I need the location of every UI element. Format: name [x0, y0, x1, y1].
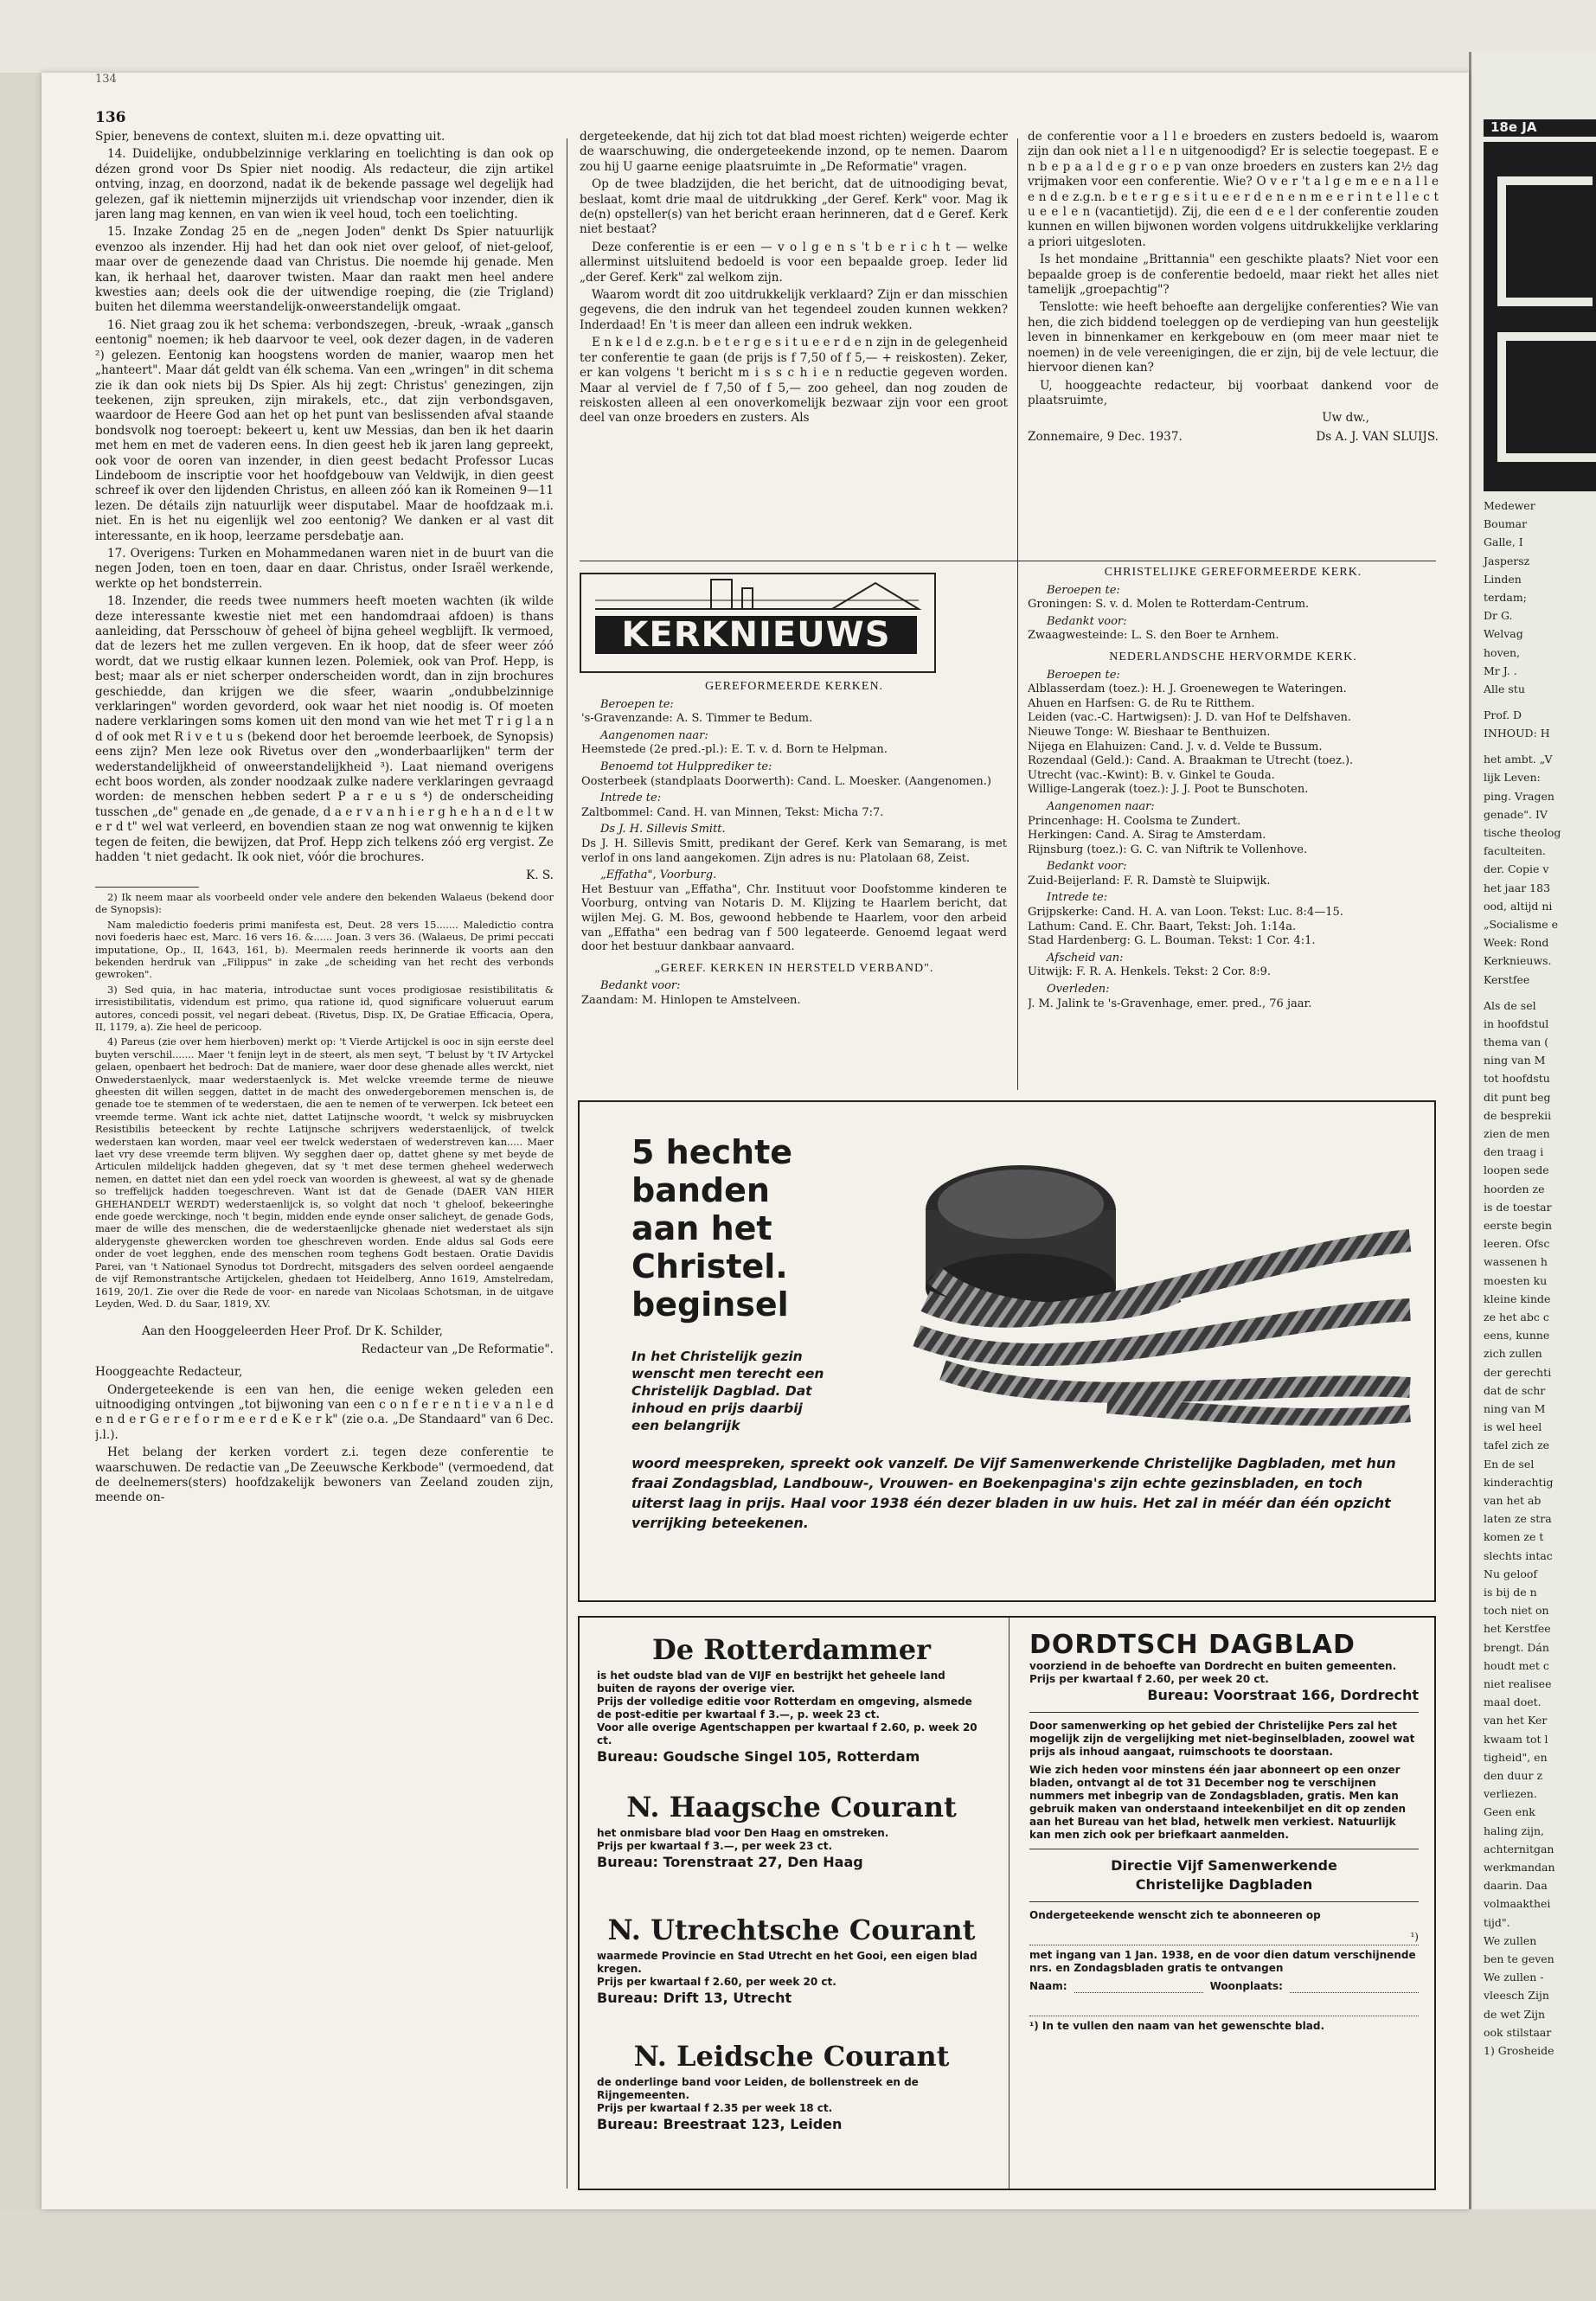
ad-headline-line: aan het [631, 1209, 772, 1247]
adjacent-text-line: INHOUD: H [1484, 727, 1550, 740]
announcement-line: Alblasserdam (toez.): H. J. Groenewegen te Wateringen. [1028, 683, 1347, 696]
paper-info: Voor alle overige Agentschappen per kwartaal f 2.60, p. week 20 ct. [597, 1721, 977, 1747]
form-text: met ingang van 1 Jan. 1938, en de voor dien datum verschijnende nrs. en Zondagsbladen gratis te ontvangen [1029, 1949, 1416, 1974]
adjacent-text-line: ben te geven [1484, 1952, 1554, 1965]
form-naam-input[interactable] [1074, 1980, 1203, 1993]
form-line [1029, 1997, 1419, 2016]
adjacent-text-line: Kerstfee [1484, 972, 1530, 986]
rope-bollard-illustration [865, 1128, 1419, 1431]
letter-closing: Uw dw., [1322, 411, 1369, 426]
adjacent-text-line: maal doet. [1484, 1695, 1542, 1709]
gk-announcements [581, 698, 1007, 955]
announcement-heading: Overleden: [1047, 983, 1110, 997]
adjacent-text-line: thema van ( [1484, 1035, 1549, 1048]
paper-title: De Rotterdammer [651, 1633, 931, 1666]
letter-salutation: Hooggeachte Redacteur, [95, 1365, 243, 1380]
church-illustration-icon [581, 574, 934, 616]
announcement-line: Lathum: Cand. E. Chr. Baart, Tekst: Joh. 1:14a. [1028, 920, 1297, 933]
kerknieuws-banner: KERKNIEUWS [595, 616, 917, 654]
adjacent-text-line: volmaakthei [1484, 1897, 1551, 1911]
announcement-heading: Afscheid van: [1047, 951, 1124, 965]
adjacent-text-line: terdam; [1484, 591, 1527, 604]
announcement-line: Nijega en Elahuizen: Cand. J. v. d. Velde te Bussum. [1028, 740, 1323, 753]
promo-text: Wie zich heden voor minstens één jaar abonneert op een onzer bladen, ontvangt al de tot 31 December nog te verschijnen nummers met inbegrip van de Zondagsbladen, gratis. Men kan gebruik maken van onderstaand inteekenbiljet en dit op zenden aan het Bureau van het blad, hetwelk men verkiest. Natuurlijk kan men zich ook per briefkaart aanmelden. [1029, 1764, 1407, 1841]
adjacent-text-line: ze het abc c [1484, 1311, 1549, 1324]
letter-paragraph: Ondergeteekende is een van hen, die eenige weken geleden een uitnoodiging ontvingen „tot bijwoning van een c o n f e r e n t i e v a n l e d e n d e r G e r e f o r m e e r d e K e r k" (zie o.a. „De Standaard" van 6 Dec. j.l.). [95, 1382, 554, 1442]
adjacent-text-line: laten ze stra [1484, 1512, 1552, 1526]
adjacent-text-line: ning van M [1484, 1054, 1546, 1067]
dagbladen-listing [578, 1616, 1436, 2190]
adjacent-logo-block [1484, 142, 1596, 491]
adjacent-text-line: haling zijn, [1484, 1823, 1545, 1837]
adjacent-text-line: Mr J. . [1484, 663, 1517, 677]
announcement-heading: Benoemd tot Hulpprediker te: [600, 760, 772, 773]
paper-info: waarmede Provincie en Stad Utrecht en het Gooi, een eigen blad kregen. [597, 1950, 977, 1975]
adjacent-text-line: tafel zich ze [1484, 1439, 1550, 1452]
article-paragraph: 15. Inzake Zondag 25 en de „negen Joden" denkt Ds Spier natuurlijk evenzoo als inzender. Hij had het dan ook niet over geloof, of niet-geloof, maar over de genezende daad van Christus. Die noemde hij genade. Men kan, ik herhaal het, daarover twisten. Maar dan raakt men heel andere kwesties aan; deels ook die der uitwendige roeping, die (zie Trigland) buiten het dilemma weerstandelijk-onweerstandelijk omgaat. [95, 225, 554, 315]
adjacent-text-line: tigheid", en [1484, 1750, 1548, 1764]
letter-address-2: Redacteur van „De Reformatie". [361, 1342, 554, 1356]
adjacent-text-line: genade". IV [1484, 807, 1548, 821]
article-paragraph: 16. Niet graag zou ik het schema: verbondszegen, -breuk, -wraak „gansch eentonig" noemen; ik heb daarvoor te veel, ook dezer dagen, in de vaderen ²) gelezen. Eentonig kan hoogstens worden de manier, waarop men het „hanteert". Maar dát geldt van élk schema. Van een „wringen" in dit schema zie ik dan ook niets bij Ds Spier. Als hij zegt: Christus' genezingen, zijn teekenen, zijn spreuken, zijn mirakels, etc., dat zijn verbondsgaven, waardoor de Heere God aan het op het punt van beslissenden afval staande bondsvolk nog toeroept: bekeert u, kent uw Messias, dan ben ik het daarin met hem en met de vaderen eens. In dien geest heb ik jaren lang gepreekt, ook voor de ooren van inzender, in dien geest bedacht Professor Lucas Lindeboom de inscriptie voor het hoofdgebouw van Veldwijk, in dien geest schreef ik over den lijdenden Christus, en alleen zóó kan ik Romeinen 9—11 lezen. De détails zijn natuurlijk weer disputabel. Maar de hoofdzaak m.i. niet. En is het nu eigenlijk wel zoo eentonig? We danken er al vast dit interessante, en ik hoop, leerzame persdebatje aan. [95, 317, 554, 543]
letter-paragraph: Het belang der kerken vordert z.i. tegen deze conferentie te waarschuwen. De redactie van „De Zeeuwsche Kerkbode" (vermoedend, dat de deelnemers(sters) hoofdzakelijk bewoners van Zeeland zouden zijn, meende on- [95, 1445, 554, 1505]
form-label-naam: Naam: [1029, 1980, 1067, 1992]
form-paper-input[interactable] [1029, 1926, 1419, 1945]
page-bottom-edge [0, 2209, 1596, 2301]
paper-info: de onderlinge band voor Leiden, de bollenstreek en de Rijngemeenten. [597, 2076, 919, 2101]
adjacent-text-line: de wet Zijn [1484, 2007, 1546, 2021]
footnote: 3) Sed quia, in hac materia, introductae sunt voces prodigiosae resistibilitatis & irresistibilitatis, videndum est primo, qua ratione id, quod significare volueruut earum autores, concedi possit, vel negari debeat. (Rivetus, Disp. IX, De Gratiae Efficacia, Opera, II, 1179, a). Zie heel de pericoop. [95, 983, 554, 1033]
ad-headline-line: banden [631, 1171, 770, 1209]
adjacent-text-line: Kerknieuws. [1484, 954, 1552, 968]
section-title-gk: GEREFORMEERDE KERKEN. [704, 680, 884, 693]
adjacent-text-line: toch niet on [1484, 1604, 1549, 1618]
adjacent-text-line: der. Copie v [1484, 862, 1549, 876]
adjacent-text-line: hoorden ze [1484, 1182, 1545, 1195]
announcement-line: Heemstede (2e pred.-pl.): E. T. v. d. Born te Helpman. [581, 743, 888, 757]
adjacent-text-line: leeren. Ofsc [1484, 1237, 1550, 1251]
adjacent-text-line: wassenen h [1484, 1255, 1548, 1269]
article-paragraph: 18. Inzender, die reeds twee nummers heeft moeten wachten (ik wilde deze interessante kwestie niet met een handomdraai afdoen) is thans aanleiding, dat Persschouw òf geheel òf bijna geheel wegblijft. Ik vermoed, dat de lezers het me zullen vergeven. En ik hoop, dat de sfeer weer zóó wordt, dat we rustig elkaar kunnen lezen. Polemiek, ook van Prof. Hepp, is best; maar als er niet scherper onderscheiden wordt, dan in zijn brochures geschiedde, dan krijgen we die sfeer, waarin „ondubbelzinnige verklaringen" worden gevorderd, ook waar het niet noodig is. Of moeten nadere verklaringen soms komen uit den mond van wie het met T r i g l a n d of ook met R i v e t u s (bekend door het beroemde leerboek, de Synopsis) eens zijn? Men leze ook Rivetus over den „wonderbaarlijken" term der wederstandelijkheid of onweerstandelijkheid ³). Laat niemand overigens echt boos worden, als zonder noodzaak zulke nadere verklaringen gevraagd worden: de menschen hebben sedert P a r e u s ⁴) de onderscheiding tusschen „de" genade en „de genade, d a e r v a n h i e r g h e h a n d e l t w e r d t" wel wat verleerd, en bovendien staan ze nog wat onwennig te kijken tegen de feiten, die bewijzen, dat Prof. Hepp zich telkens zóó erg vergist. Ze hadden 't niet gedacht. Ik ook niet, vóór die brochures. [95, 594, 554, 865]
announcement-heading: Intrede te: [600, 792, 662, 805]
section-title-nhk: NEDERLANDSCHE HERVORMDE KERK. [1109, 650, 1357, 663]
announcement-line: Leiden (vac.-C. Hartwigsen): J. D. van Hof te Delfshaven. [1028, 711, 1352, 725]
paper-title: N. Utrechtsche Courant [607, 1913, 976, 1946]
adjacent-text-line: zien de men [1484, 1127, 1550, 1140]
adjacent-text-line: het Kerstfee [1484, 1622, 1551, 1636]
column-rule [1017, 138, 1018, 1090]
adjacent-text-line: Dr G. [1484, 609, 1513, 623]
kerknieuws-masthead [580, 573, 936, 673]
cgk-announcements [1028, 584, 1439, 644]
adjacent-text-line: dit punt beg [1484, 1090, 1551, 1104]
adjacent-text-line: Welvag [1484, 627, 1523, 641]
announcement-line: Nieuwe Tonge: W. Bieshaar te Benthuizen. [1028, 725, 1271, 739]
announcement-line: Herkingen: Cand. A. Sirag te Amsterdam. [1028, 829, 1266, 843]
ad-headline-line: 5 hechte [631, 1133, 793, 1171]
adjacent-text-line: lijk Leven: [1484, 771, 1541, 785]
letter-author: Ds A. J. VAN SLUIJS. [1316, 429, 1439, 444]
adjacent-text-line: achternitgan [1484, 1842, 1554, 1856]
announcement-line: Zwaagwesteinde: L. S. den Boer te Arnhem. [1028, 629, 1279, 643]
adjacent-text-line: Boumar [1484, 517, 1528, 531]
ad-headline-line: Christel. [631, 1247, 788, 1285]
paper-bureau: Bureau: Voorstraat 166, Dordrecht [1147, 1687, 1419, 1703]
adjacent-text-line: de besprekii [1484, 1108, 1552, 1122]
paper-info: Prijs per kwartaal f 2.60, per week 20 ct. [597, 1976, 836, 1988]
adjacent-text-line: We zullen [1484, 1933, 1537, 1947]
adjacent-text-line: daarin. Daa [1484, 1879, 1548, 1893]
announcement-heading: „Effatha", Voorburg. [600, 868, 717, 882]
announcement-heading: Aangenomen naar: [600, 728, 708, 742]
paper-bureau: Bureau: Torenstraat 27, Den Haag [597, 1854, 863, 1870]
announcement-heading: Beroepen te: [1047, 668, 1120, 682]
nhk-announcements [1028, 669, 1439, 1012]
ad-headline [631, 1133, 839, 1324]
announcement-line: Grijpskerke: Cand. H. A. van Loon. Tekst: Luc. 8:4—15. [1028, 906, 1343, 920]
adjacent-text-line: kinderachtig [1484, 1475, 1554, 1489]
form-label-woonplaats: Woonplaats: [1209, 1980, 1283, 1992]
adjacent-text-line: Nu geloof [1484, 1567, 1538, 1580]
directie-line: Directie Vijf Samenwerkende [1111, 1857, 1337, 1874]
adjacent-text-line: tijd". [1484, 1915, 1510, 1929]
adjacent-text-line: houdt met c [1484, 1658, 1549, 1672]
dagbladen-advertisement [578, 1100, 1436, 1602]
adjacent-masthead: 18e JA [1484, 119, 1596, 137]
adjacent-text-line: is de toestar [1484, 1200, 1552, 1214]
footnote: Nam maledictio foederis primi manifesta est, Deut. 28 vers 15....... Maledictio contra novi foederis haec est, Marc. 16 vers 16. &...... Joan. 3 vers 36. (Walaeus, De primi peccati imputatione, Op., II, 1643, 161, b). Meermalen reeds herinnerde ik voorts aan den bekenden herdruk van „Filippus" in zake „de scheiding van het recht des verbonds gewroken". [95, 918, 554, 981]
article-signature: K. S. [526, 868, 554, 882]
adjacent-text-line: het ambt. „V [1484, 753, 1553, 766]
article-paragraph: 14. Duidelijke, ondubbelzinnige verklaring en toelichting is dan ook op dézen grond voor Ds Spier niet noodig. Als redacteur, die zijn artikel ontving, inzag, en doorzond, nadat ik de bekende passage wel degelijk had gelezen, gaf ik niettemin mijnerzijds uit vriendschap voor inzender, dien ik jaren lang mag kennen, en van wien ik veel houd, toch een toelichting. [95, 147, 554, 222]
adjacent-text-line: van het Ker [1484, 1714, 1548, 1727]
adjacent-text-line: den duur z [1484, 1769, 1543, 1782]
adjacent-text-line: moesten ku [1484, 1273, 1548, 1287]
paper-title: DORDTSCH DAGBLAD [1029, 1630, 1356, 1660]
adjacent-text-line: brengt. Dán [1484, 1640, 1549, 1654]
adjacent-text-line: den traag i [1484, 1145, 1544, 1159]
paper-info: het onmisbare blad voor Den Haag en omstreken. [597, 1827, 889, 1839]
footnote-divider [95, 887, 199, 888]
adjacent-text-line: eens, kunne [1484, 1329, 1550, 1343]
kerknieuws-column-left [581, 676, 1007, 1092]
announcement-heading: Beroepen te: [600, 697, 674, 711]
adjacent-text-line: verliezen. [1484, 1787, 1537, 1801]
letter-date: Zonnemaire, 9 Dec. 1937. [1028, 429, 1183, 444]
announcement-line: Ahuen en Harfsen: G. de Ru te Ritthem. [1028, 696, 1255, 710]
paper-utrechtsche [597, 1907, 986, 2008]
announcement-line: Zaltbommel: Cand. H. van Minnen, Tekst: Micha 7:7. [581, 805, 884, 819]
ad-subtext: In het Christelijk gezin wenscht men terecht een Christelijk Dagblad. Dat inhoud en prijs daarbij een belangrijk [631, 1349, 824, 1433]
adjacent-text-line: ook stilstaar [1484, 2025, 1552, 2039]
adjacent-text-line: kleine kinde [1484, 1292, 1551, 1305]
announcement-line: Ds J. H. Sillevis Smitt, predikant der Geref. Kerk van Semarang, is met verlof in ons land aangekomen. Zijn adres is nu: Platolaan 68, Zeist. [581, 836, 1007, 865]
announcement-line: Het Bestuur van „Effatha", Chr. Instituut voor Doofstomme kinderen te Voorburg, ontving van Notaris D. M. Klijzing te Haarlem bericht, dat wijlen Mej. G. M. Bos, gewoond hebbende te Haarlem, voor den arbeid van „Effatha" een bedrag van f 500 legateerde. Genoemd legaat werd door het bestuur dankbaar aanvaard. [581, 882, 1007, 954]
section-title-cgk: CHRISTELIJKE GEREFORMEERDE KERK. [1104, 566, 1362, 579]
announcement-line: Willige-Langerak (toez.): J. J. Poot te Bunschoten. [1028, 783, 1309, 797]
form-woonplaats-input[interactable] [1290, 1980, 1419, 1993]
adjacent-text-line: werkmandan [1484, 1861, 1555, 1874]
paper-leidsche [597, 2033, 986, 2134]
section-title-hersteld: „GEREF. KERKEN IN HERSTELD VERBAND". [654, 961, 934, 975]
announcement-line: Utrecht (vac.-Kwint): B. v. Ginkel te Gouda. [1028, 768, 1275, 782]
paper-rotterdammer [597, 1626, 986, 1766]
announcement-line: Stad Hardenberg: G. L. Bouman. Tekst: 1 Cor. 4:1. [1028, 934, 1316, 948]
adjacent-text-line: Galle, I [1484, 535, 1523, 549]
paper-bureau: Bureau: Goudsche Singel 105, Rotterdam [597, 1748, 920, 1765]
announcement-line: Rijnsburg (toez.): G. C. van Niftrik te Vollenhove. [1028, 843, 1308, 856]
adjacent-text-line: eerste begin [1484, 1219, 1553, 1232]
column-3 [1028, 130, 1439, 536]
adjacent-text-line: Week: Rond [1484, 936, 1549, 950]
announcement-heading: Bedankt voor: [600, 979, 681, 993]
footnote: 2) Ik neem maar als voorbeeld onder vele andere den bekenden Walaeus (bekend door de Synopsis): [95, 890, 554, 916]
kerknieuws-column-right [1028, 562, 1439, 1092]
adjacent-text-line: zich zullen [1484, 1347, 1542, 1361]
paper-info: Prijs der volledige editie voor Rotterdam en omgeving, alsmede de post-editie per kwartaal f 3.—, p. week 23 ct. [597, 1695, 972, 1721]
letter-paragraph: Tenslotte: wie heeft behoefte aan dergelijke conferenties? Wie van hen, die zich biddend toeleggen op de verdieping van hun geestelijk leven in binnenkamer en kerkgebouw en (om meer maar niet te noemen) in de vele vereenigingen, die er zijn, bij de vele lectuur, die hiervoor dienen kan? [1028, 300, 1439, 375]
paper-bureau: Bureau: Drift 13, Utrecht [597, 1990, 792, 2006]
column-1 [95, 130, 554, 2189]
adjacent-text-line: vleesch Zijn [1484, 1989, 1549, 2003]
announcement-line: Rozendaal (Geld.): Cand. A. Braakman te Utrecht (toez.). [1028, 754, 1354, 768]
adjacent-text-line: Als de sel [1484, 998, 1536, 1012]
adjacent-text-line: Prof. D [1484, 708, 1522, 721]
adjacent-text-line: ping. Vragen [1484, 789, 1554, 803]
adjacent-text-line: der gerechti [1484, 1365, 1552, 1379]
listing-divider [1009, 1618, 1010, 2189]
letter-paragraph: Deze conferentie is er een — v o l g e n s 't b e r i c h t — welke allerminst uitsluitend bedoeld is voor een bepaalde groep. Ieder lid „der Geref. Kerk" zal welkom zijn. [580, 240, 1008, 285]
letter-paragraph: Is het mondaine „Brittannia" een geschikte plaats? Niet voor een bepaalde groep is de conferentie bedoeld, maar riekt het alles niet tamelijk „groepachtig"? [1028, 253, 1439, 298]
adjacent-text-line: 1) Grosheide [1484, 2044, 1554, 2057]
adjacent-text-line: niet realisee [1484, 1677, 1552, 1690]
announcement-heading: Bedankt voor: [1047, 614, 1127, 628]
paper-info: voorziend in de behoefte van Dordrecht en buiten gemeenten. [1029, 1660, 1397, 1672]
form-footnote: ¹) In te vullen den naam van het gewenschte blad. [1029, 2020, 1325, 2032]
adjacent-page [1469, 52, 1596, 2214]
adjacent-text-line: kwaam tot l [1484, 1732, 1548, 1746]
adjacent-text-line: Jaspersz [1484, 554, 1530, 567]
letter-paragraph: de conferentie voor a l l e broeders en zusters bedoeld is, waarom zijn dan ook niet a l l e n uitgenoodigd? Er is selectie toegepast. E e n b e p a a l d e g r o e p van onze broeders en zusters kan 2½ dag vrijmaken voor een conferentie. Wie? O v e r 't a l g e m e e n a l l e e n d e z.g.n. b e t e r g e s i t u e e r d e n e n m e e r i n t e l l e c t u e e l e n (vacantietijd). Zij, die een d e e l der conferentie zouden kunnen en willen bijwonen worden volgens uitdrukkelijke verklaring a priori uitgesloten. [1028, 130, 1439, 249]
letter-address: Aan den Hooggeleerden Heer Prof. Dr K. Schilder, [142, 1324, 443, 1339]
announcement-line: 's-Gravenzande: A. S. Timmer te Bedum. [581, 712, 813, 726]
adjacent-text-line: tot hoofdstu [1484, 1072, 1550, 1086]
adjacent-text-line: is wel heel [1484, 1420, 1542, 1434]
adjacent-text-line: het jaar 183 [1484, 881, 1551, 894]
announcement-line: J. M. Jalink te 's-Gravenhage, emer. pred., 76 jaar. [1028, 997, 1312, 1010]
promo-text: Door samenwerking op het gebied der Christelijke Pers zal het mogelijk zijn de vergelijking met niet-beginselbladen, zoowel wat prijs als inhoud aangaat, ruimschoots te doorstaan. [1029, 1720, 1415, 1758]
announcement-line: Zuid-Beijerland: F. R. Damstè te Sluipwijk. [1028, 874, 1271, 888]
adjacent-text-line: is bij de n [1484, 1586, 1537, 1599]
footnote: 4) Pareus (zie over hem hierboven) merkt op: 't Vierde Artijckel is ooc in sijn eerste deel buyten verschil....... Maer 't fenijn leyt in de steert, als men seyt, 'T belust by 't IV Artyckel gelaen, openbaert het bedroch: Dat de maniere, waer door dese ghenade alles werckt, niet Onwederstaenlyck, maar wederstaenlyck is. Met welcke vreemde terme de nieuwe gheesten dit willen seggen, dattet in de macht des onwedergeboremen menschen is, de genade toe te stemmen of te wederstaen, die aen te nemen of te verwerpen. Ick beteet een vreemde terme. Want ick achte niet, dattet Latijnsche woordt, 't welck sy misbruycken Resistibilis beteeckent by rechte Latijnsche schrijvers wederstaenlijck, of twelck wederstaen kan worden, maar veel eer twelck wederstaen of wederstreven kan..... Maer laet vry dese vreemde term blijven. Wy segghen daer op, dattet ghene sy met beyde de Articulen mildelijck hadden ghegeven, dat sy 't met dese termen gheheel wederwech nemen, en dattet niet dan een ydel roeck van woorden is gheweest, al wat sy de ghenade so treffelijck hadden toegeschreven. Want ist dat de Genade (DAER VAN HIER GHEHANDELT WERDT) wederstaenlijck is, so volght dat noch 't gheloof, bekeeringhe ende goede werckinge, noch 't begin, midden ende eynde onser salicheyt, de genade Gods, maer de wille des menschen, die de wederstaenlijcke ghenade niet wederstaet als sijn alderygenste ghewercken worden toe gheschreven worden. Ende aldus sal Gods eere onder de voet legghen, ende des menschen room teghens Godt bestaen. Oratie Davidis Parei, van 't Nationael Synodus tot Dordrecht, mitsgaders des selven oordeel aengaende de vijf Remonstrantsche Artijckelen, ghedaen tot Heidelberg, Anno 1619, Amstelredam, 1619, 20/1. Zie over die Rede de voor- en narede van Nicolaas Schotsman, in de uitgave Leyden, Wed. D. du Saar, 1819, XV. [95, 1035, 554, 1310]
announcement-heading: Intrede te: [1047, 891, 1108, 905]
announcement-line: Princenhage: H. Coolsma te Zundert. [1028, 814, 1241, 828]
announcement-heading: Ds J. H. Sillevis Smitt. [600, 823, 726, 836]
adjacent-text-line: Geen enk [1484, 1805, 1535, 1819]
announcement-line: Zaandam: M. Hinlopen te Amstelveen. [581, 993, 801, 1007]
paper-info: Prijs per kwartaal f 2.35 per week 18 ct. [597, 2102, 833, 2114]
adjacent-text-line: Linden [1484, 572, 1522, 586]
letter-paragraph: Op de twee bladzijden, die het bericht, dat de uitnoodiging bevat, beslaat, komt drie maal de uitdrukking „der Geref. Kerk" voor. Mag ik de(n) opsteller(s) van het bericht eraan herinneren, dat d e Geref. Kerk niet bestaat? [580, 177, 1008, 237]
letter-paragraph: dergeteekende, dat hij zich tot dat blad moest richten) weigerde echter de waarschuwing, die ondergeteekende inzond, op te nemen. Daarom zou hij U gaarne eenige plaatsruimte in „De Reformatie" vragen. [580, 130, 1008, 174]
paper-info: is het oudste blad van de VIJF en bestrijkt het geheele land buiten de rayons der overige vier. [597, 1670, 945, 1695]
page-number: 136 [95, 109, 126, 126]
paper-info: Prijs per kwartaal f 3.—, per week 23 ct. [597, 1840, 833, 1852]
adjacent-text-line: in hoofdstul [1484, 1016, 1549, 1030]
announcement-heading: Beroepen te: [1047, 583, 1120, 597]
paper-bureau: Bureau: Breestraat 123, Leiden [597, 2116, 843, 2132]
paper-dordtsch [1029, 1630, 1419, 2033]
ad-body-text: woord meespreken, spreekt ook vanzelf. De Vijf Samenwerkende Christelijke Dagbladen, met hun fraai Zondagsblad, Landbouw-, Vrouwen- en Boekenpagina's zijn echte gezinsbladen, en toch uiterst laag in prijs. Haal voor 1938 één dezer bladen in uw huis. Het zal in méér dan één opzicht verrijking beteekenen. [631, 1455, 1396, 1531]
page-left-edge [0, 73, 42, 2209]
letter-paragraph: Waarom wordt dit zoo uitdrukkelijk verklaard? Zijn er dan misschien gegevens, die den indruk van het tegendeel zouden kunnen wekken? Inderdaad! En 't is meer dan alleen een indruk wekken. [580, 288, 1008, 332]
letter-paragraph: U, hooggeachte redacteur, bij voorbaat dankend voor de plaatsruimte, [1028, 378, 1439, 407]
adjacent-text-line: Alle stu [1484, 683, 1525, 695]
adjacent-text-line: Medewer [1484, 499, 1535, 512]
announcement-heading: Bedankt voor: [1047, 860, 1127, 874]
announcement-line: Groningen: S. v. d. Molen te Rotterdam-Centrum. [1028, 598, 1310, 612]
directie-line: Christelijke Dagbladen [1135, 1876, 1313, 1893]
ad-headline-line: beginsel [631, 1285, 789, 1324]
article-paragraph: Spier, benevens de context, sluiten m.i. deze opvatting uit. [95, 130, 445, 144]
paper-title: N. Leidsche Courant [633, 2040, 950, 2073]
article-paragraph: 17. Overigens: Turken en Mohammedanen waren niet in de buurt van die negen Joden, toen en toen, daar en daar. Christus, onder Israël werkende, werkte op het bondsterrein. [95, 546, 554, 591]
form-mark: ¹) [1410, 1931, 1419, 1943]
adjacent-text-line: hoven, [1484, 645, 1521, 659]
paper-info: Prijs per kwartaal f 2.60, per week 20 ct. [1029, 1673, 1269, 1685]
adjacent-text-line: slechts intac [1484, 1548, 1553, 1562]
adjacent-text-line: faculteiten. [1484, 844, 1546, 858]
adjacent-text-line: dat de schr [1484, 1383, 1546, 1397]
column-2 [580, 130, 1008, 558]
adjacent-text-line: We zullen - [1484, 1971, 1544, 1984]
letter-paragraph: E n k e l d e z.g.n. b e t e r g e s i t u e e r d e n zijn in de gelegenheid ter conferentie te gaan (de prijs is f 7,50 of f 5,— + reiskosten). Zeker, er kan volgens 't bericht m i s s c h i e n reductie gegeven worden. Maar al verviel de f 7,50 of f 5,— zoo geheel, dan nog zouden de reiskosten alleen al een onoverkomelijk bezwaar zijn voor een groot deel van onze broeders en zusters. Als [580, 336, 1008, 426]
announcement-line: Uitwijk: F. R. A. Henkels. Tekst: 2 Cor. 8:9. [1028, 965, 1271, 979]
hersteld-announcements [581, 979, 1007, 1008]
adjacent-text-line: tische theolog [1484, 826, 1561, 839]
paper-haagsche [597, 1784, 986, 1872]
adjacent-text-line: En de sel [1484, 1457, 1535, 1471]
paper-title: N. Haagsche Courant [626, 1791, 957, 1823]
announcement-heading: Aangenomen naar: [1047, 799, 1155, 813]
form-intro: Ondergeteekende wenscht zich te abonneeren op [1029, 1909, 1321, 1921]
adjacent-text-line: ning van M [1484, 1402, 1546, 1415]
adjacent-text-line: komen ze t [1484, 1530, 1544, 1544]
adjacent-text-line: ood, altijd ni [1484, 899, 1553, 913]
adjacent-text-line: van het ab [1484, 1494, 1542, 1507]
adjacent-text-line: loopen sede [1484, 1163, 1549, 1177]
adjacent-text-line: „Socialisme e [1484, 918, 1559, 931]
top-page-number: 134 [95, 73, 117, 86]
announcement-line: Oosterbeek (standplaats Doorwerth): Cand. L. Moesker. (Aangenomen.) [581, 774, 992, 788]
